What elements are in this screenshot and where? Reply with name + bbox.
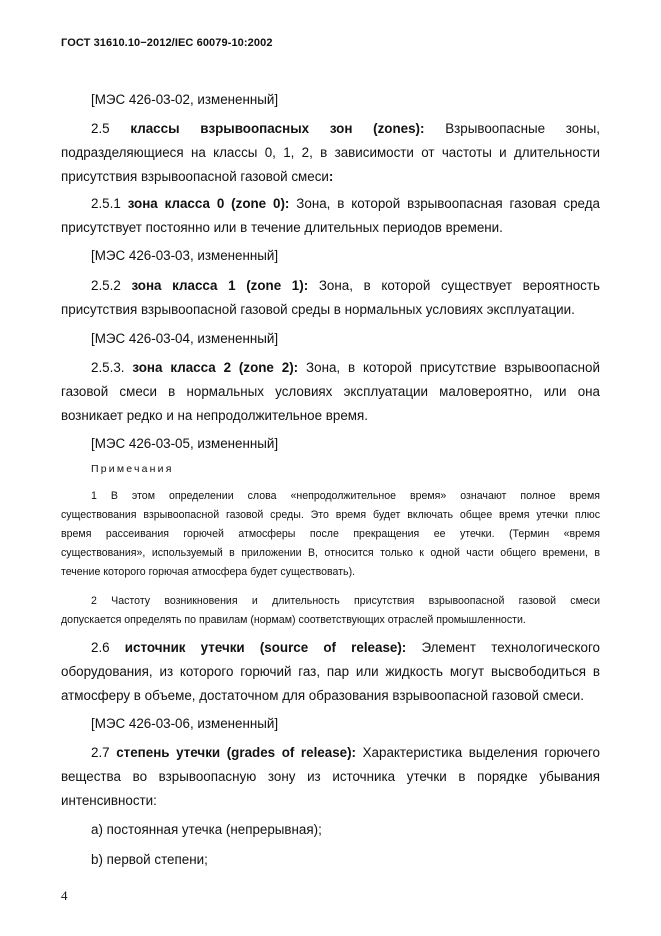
term: источник утечки (source of release): <box>124 640 407 655</box>
reference-mes-426-03-03: [МЭС 426-03-03, измененный] <box>91 248 279 263</box>
clause-number: 2.7 <box>91 745 110 760</box>
clause-number: 2.5 <box>91 121 110 136</box>
term: классы взрывоопасных зон (zones): <box>130 121 425 136</box>
reference-mes-426-03-02: [МЭС 426-03-02, измененный] <box>91 92 279 107</box>
list-item-a: a) постоянная утечка (непрерывная); <box>91 822 322 837</box>
reference-mes-426-03-05: [МЭС 426-03-05, измененный] <box>91 436 279 451</box>
clause-number: 2.5.1 <box>91 196 121 211</box>
document-page: ГОСТ 31610.10−2012/IEC 60079-10:2002 [МЭС 426-03-02, измененный] 2.5 классы взрывоопасных зон (zones): Взрывоопасные зоны, подразделяющиеся на классы 0, 1, 2, в зависимости от частоты и длительности присутствия взрывоопасной газовой смеси: 2.5.1 зона класса 0 (zone 0): Зона, в которой взрывоопасная газовая среда присутствует постоянно или в течение длительных периодов времени. [МЭС 426-03-03, измененный] 2.5.2 зона класса 1 (zone 1): Зона, в которой существует вероятность присутствия взрывоопасной газовой среды в нормальных условиях эксплуатации. [МЭС 426-03-04, измененный] 2.5.3. зона класса 2 (zone 2): Зона, в которой присутствие взрывоопасной газовой смеси в нормальных условиях эксплуатации маловероятно, или она возникает редко и на непродолжительное время. [МЭС 426-03-05, измененный] Примечания 1 В этом определении слова «непродолжительное время» означают полное время существования взрывоопасной газовой среды. Это время будет включать общее время утечки плюс время рассеивания горючей атмосферы после прекращения ее утечки. (Термин «время существования», используемый в приложении В, относится только к одной части общего времени, в течение которого горючая атмосфера будет существовать). 2 Частоту возникновения и длительность присутствия взрывоопасной газовой смеси допускается определять по правилам (нормам) соответствующих отраслей промышленности. 2.6 источник утечки (source of release): Элемент технологического оборудования, из которого горючий газ, пар или жидкость могут высвободиться в атмосферу в объеме, достаточном для образования взрывоопасной газовой смеси. [МЭС 426-03-06, измененный] 2.7 степень утечки (grades of release): Характеристика выделения горючего вещества во взрывоопасную зону из источника утечки в порядке убывания интенсивности: a) постоянная утечка (непрерывная); b) первой степени; 4 <box>61 37 600 903</box>
document-header: ГОСТ 31610.10−2012/IEC 60079-10:2002 <box>61 37 273 49</box>
page-number: 4 <box>61 888 68 903</box>
reference-mes-426-03-06: [МЭС 426-03-06, измененный] <box>91 716 279 731</box>
note-1: 1 В этом определении слова «непродолжительное время» означают полное время существования взрывоопасной газовой среды. Это время будет включать общее время утечки плюс время рассеивания горючей атмосферы после прекращения ее утечки. (Термин «время существования», используемый в приложении В, относится только к одной части общего времени, в течение которого горючая атмосфера будет существовать). <box>61 490 600 578</box>
clause-number: 2.5.3. <box>91 360 125 375</box>
note-2: 2 Частоту возникновения и длительность присутствия взрывоопасной газовой смеси допускается определять по правилам (нормам) соответствующих отраслей промышленности. <box>61 595 600 626</box>
clause-number: 2.5.2 <box>91 278 121 293</box>
list-item-b: b) первой степени; <box>91 852 208 867</box>
reference-mes-426-03-04: [МЭС 426-03-04, измененный] <box>91 331 279 346</box>
notes-title: Примечания <box>91 463 174 475</box>
term: степень утечки (grades of release): <box>116 745 357 760</box>
clause-number: 2.6 <box>91 640 110 655</box>
term: зона класса 1 (zone 1): <box>131 278 309 293</box>
term: зона класса 0 (zone 0): <box>127 196 290 211</box>
term: зона класса 2 (zone 2): <box>132 360 299 375</box>
